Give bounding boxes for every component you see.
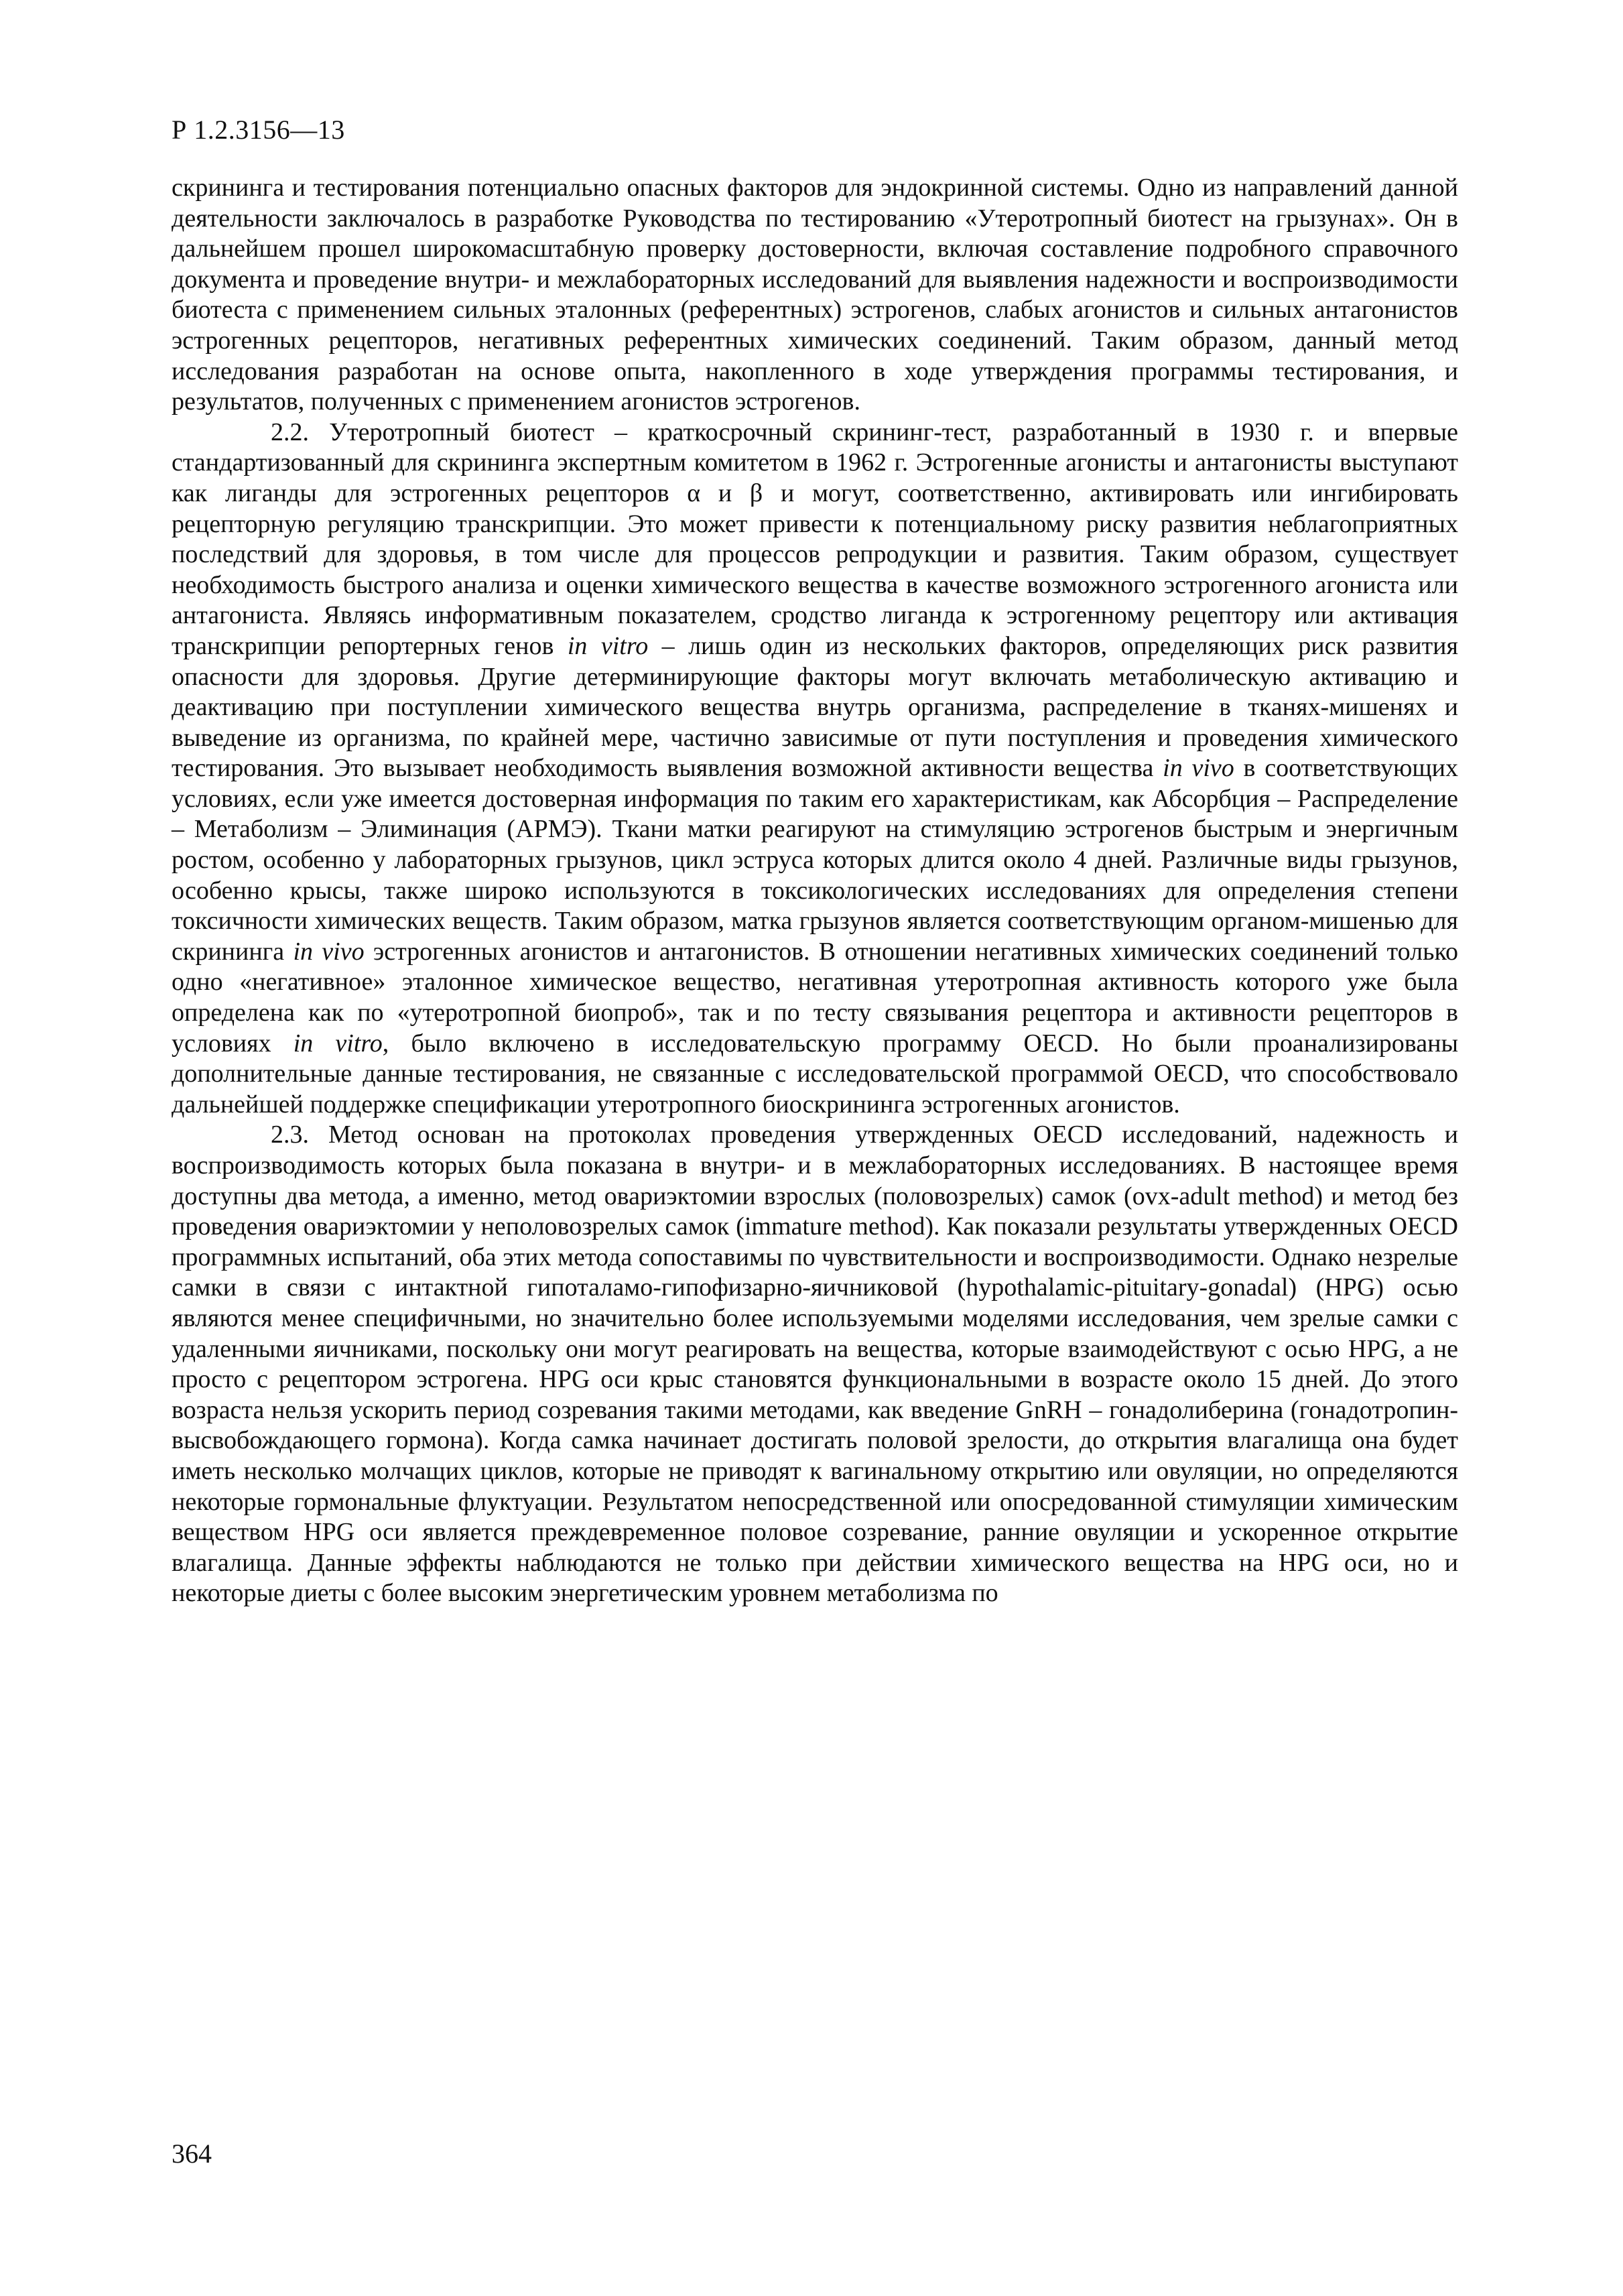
text-run-italic: in vivo	[293, 937, 365, 966]
text-run-italic: in vitro	[293, 1029, 383, 1058]
text-run: , было включено в исследовательскую программу OECD. Но были проанализированы дополнительные данные тестирования, не связанные с исследовательской программой OECD, что способствовало дальнейшей поддержке спецификации утеротропного биоскрининга эстрогенных агонистов.	[172, 1029, 1458, 1119]
paragraph-2-3: 2.3. Метод основан на протоколах проведения утвержденных OECD исследований, надежность и воспроизводимость которых была показана в внутри- и в межлабораторных исследованиях. В настоящее время доступны два метода, а именно, метод овариэктомии взрослых (половозрелых) самок (ovx-adult method) и метод без проведения овариэктомии у неполовозрелых самок (immature method). Как показали результаты утвержденных OECD программных испытаний, оба этих метода сопоставимы по чувствительности и воспроизводимости. Однако незрелые самки в связи с интактной гипоталамо-гипофизарно-яичниковой (hypothalamic-pituitary-gonadal) (HPG) осью являются менее специфичными, но значительно более используемыми моделями исследования, чем зрелые самки с удаленными яичниками, поскольку они могут реагировать на вещества, которые взаимодействуют с осью HPG, а не просто с рецептором эстрогена. HPG оси крыс становятся функциональными в возрасте около 15 дней. До этого возраста нельзя ускорить период созревания такими методами, как введение GnRH – гонадолиберина (гонадотропин-высвобождающего гормона). Когда самка начинает достигать половой зрелости, до открытия влагалища она будет иметь несколько молчащих циклов, которые не приводят к вагинальному открытию или овуляции, но определяются некоторые гормональные флуктуации. Результатом непосредственной или опосредованной стимуляции химическим веществом HPG оси является преждевременное половое созревание, ранние овуляции и ускоренное открытие влагалища. Данные эффекты наблюдаются не только при действии химического вещества на HPG оси, но и некоторые диеты с более высоким энергетическим уровнем метаболизма по	[172, 1121, 1458, 1608]
text-run-italic: in vitro	[567, 631, 649, 660]
text-run: 2.2. Утеротропный биотест – краткосрочный скрининг-тест, разработанный в 1930 г. и впервые стандартизованный для скрининга экспертным комитетом в 1962 г. Эстрогенные агонисты и антагонисты выступают как лиганды для эстрогенных рецепторов α и β и могут, соответственно, активировать или ингибировать рецепторную регуляцию транскрипции. Это может привести к потенциальному риску развития неблагоприятных последствий для здоровья, в том числе для процессов репродукции и развития. Таким образом, существует необходимость быстрого анализа и оценки химического вещества в качестве возможного эстрогенного агониста или антагониста. Являясь информативным показателем, сродство лиганда к эстрогенному рецептору или активация транскрипции репортерных генов	[172, 418, 1458, 660]
page-number: 364	[172, 2139, 212, 2169]
document-code: Р 1.2.3156—13	[172, 115, 345, 145]
text-run: в соответствующих условиях, если уже имеется достоверная информация по таким его характеристикам, как Абсорбция – Распределение – Метаболизм – Элиминация (АРМЭ). Ткани матки реагируют на стимуляцию эстрогенов быстрым и энергичным ростом, особенно у лабораторных грызунов, цикл эструса которых длится около 4 дней. Различные виды грызунов, особенно крысы, также широко используются в токсикологических исследованиях для определения степени токсичности химических веществ. Таким образом, матка грызунов является соответствующим органом-мишенью для скрининга	[172, 754, 1458, 966]
paragraph-continuation: скрининга и тестирования потенциально опасных факторов для эндокринной системы. Одно из направлений данной деятельности заключалось в разработке Руководства по тестированию «Утеротропный биотест на грызунах». Он в дальнейшем прошел широкомасштабную проверку достоверности, включая составление подробного справочного документа и проведение внутри- и межлабораторных исследований для выявления надежности и воспроизводимости биотеста с применением сильных эталонных (референтных) эстрогенов, слабых агонистов и сильных антагонистов эстрогенных рецепторов, негативных референтных химических соединений. Таким образом, данный метод исследования разработан на основе опыта, накопленного в ходе утверждения программы тестирования, и результатов, полученных с применением агонистов эстрогенов.	[172, 174, 1458, 416]
text-run-italic: in vivo	[1163, 754, 1234, 783]
paragraph-2-2	[172, 418, 1458, 1121]
body-text	[172, 173, 1458, 1609]
text-run: – лишь один из нескольких факторов, определяющих риск развития опасности для здоровья. Другие детерминирующие факторы могут включать метаболическую активацию и деактивацию при поступлении химического вещества внутрь организма, распределение в тканях-мишенях и выведение из организма, по крайней мере, частично зависимые от пути поступления и проведения химического тестирования. Это вызывает необходимость выявления возможной активности вещества	[172, 631, 1458, 783]
text-run: эстрогенных агонистов и антагонистов. В отношении негативных химических соединений только одно «негативное» эталонное химическое вещество, негативная утеротропная активность которого уже была определена как по «утеротропной биопроб», так и по тесту связывания рецептора и активности рецепторов в условиях	[172, 937, 1458, 1058]
